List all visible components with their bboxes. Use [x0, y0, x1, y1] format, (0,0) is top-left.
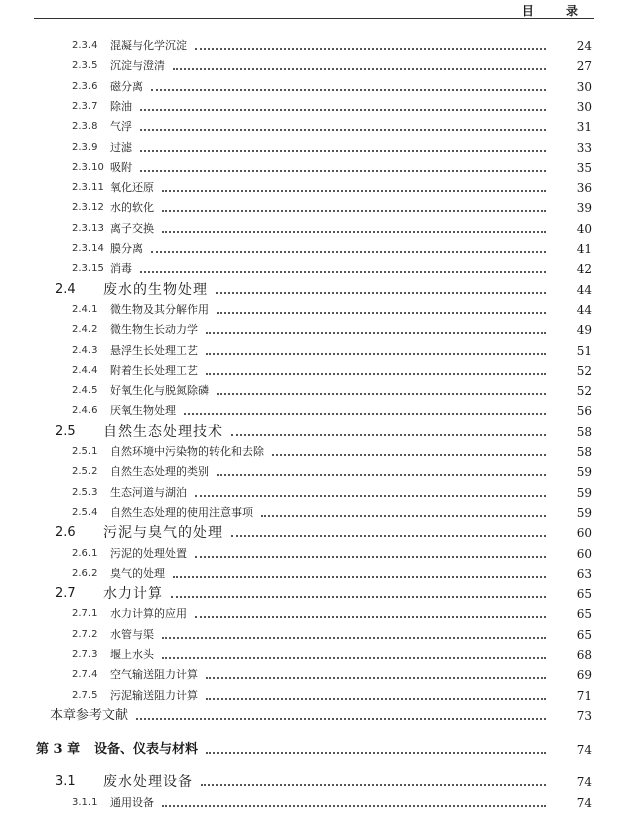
toc-entry[interactable]	[0, 176, 636, 196]
dot-leader	[231, 535, 546, 537]
toc-entry[interactable]	[0, 95, 636, 115]
toc-entry-page: 51	[576, 343, 592, 358]
dot-leader	[206, 752, 546, 754]
dot-leader	[151, 251, 546, 253]
toc-entry-number: 2.3.11	[72, 182, 104, 194]
toc-entry[interactable]	[0, 684, 636, 704]
toc-entry-number: 2.4.5	[72, 385, 98, 397]
toc-entry-number: 2.7.4	[72, 669, 98, 681]
dot-leader	[162, 657, 546, 659]
dot-leader	[162, 190, 546, 192]
dot-leader	[272, 454, 546, 456]
toc-entry-number: 2.6.1	[72, 547, 98, 559]
toc-entry-title: 污泥输送阻力计算	[110, 688, 198, 702]
toc-entry-title: 过滤	[110, 140, 132, 154]
dot-leader	[162, 231, 546, 233]
toc-entry-number: 第 3 章	[36, 742, 81, 758]
toc-entry-page: 65	[576, 627, 592, 642]
toc-entry[interactable]	[0, 643, 636, 663]
toc-entry-number: 2.3.5	[72, 60, 98, 72]
toc-entry[interactable]	[0, 298, 636, 318]
toc-entry-number: 2.5	[55, 423, 76, 439]
toc-entry-number: 2.6.2	[72, 567, 98, 579]
toc-entry-page: 30	[576, 99, 592, 114]
toc-entry-title: 除油	[110, 99, 132, 113]
toc-entry-title: 自然环境中污染物的转化和去除	[110, 445, 264, 458]
toc-entry-title: 消毒	[110, 262, 132, 276]
toc-entry-number: 2.3.15	[72, 263, 104, 275]
toc-entry-title: 膜分离	[110, 242, 143, 255]
toc-entry-title: 微生物及其分解作用	[110, 302, 209, 316]
toc-entry-page: 44	[576, 302, 592, 317]
toc-entry[interactable]	[0, 623, 636, 643]
toc-entry-title: 微生物生长动力学	[110, 323, 198, 337]
toc-entry[interactable]	[0, 115, 636, 135]
toc-entry-page: 33	[576, 140, 592, 155]
toc-entry-number: 2.5.2	[72, 466, 98, 478]
toc-entry-title: 本章参考文献	[50, 707, 129, 723]
toc-entry[interactable]	[0, 582, 636, 602]
toc-entry-title: 水力计算的应用	[110, 607, 187, 621]
toc-entry-page: 58	[576, 445, 592, 459]
toc-entry-page: 68	[576, 648, 592, 662]
toc-entry-number: 2.3.9	[72, 141, 98, 153]
toc-entry-number: 2.4.1	[72, 303, 98, 315]
toc-entry-title: 自然生态处理技术	[103, 423, 223, 440]
dot-leader	[151, 89, 546, 91]
dot-leader	[231, 434, 546, 436]
toc-entry-number: 2.7.1	[72, 608, 98, 620]
toc-entry[interactable]	[0, 34, 636, 54]
toc-entry[interactable]	[0, 217, 636, 237]
dot-leader	[217, 474, 546, 476]
toc-entry-number: 2.4	[55, 281, 76, 297]
toc-entry-title: 水力计算	[103, 586, 163, 603]
dot-leader	[261, 515, 546, 517]
toc-entry-page: 65	[576, 587, 592, 602]
dot-leader	[206, 373, 546, 375]
toc-entry-number: 3.1.1	[72, 796, 98, 808]
dot-leader	[140, 170, 546, 172]
dot-leader	[217, 312, 546, 314]
toc-entry[interactable]	[0, 440, 636, 460]
toc-entry-title: 悬浮生长处理工艺	[110, 343, 198, 357]
dot-leader	[201, 784, 546, 786]
toc-entry-page: 52	[576, 384, 592, 399]
toc-entry-number: 2.3.12	[72, 202, 104, 214]
toc-entry-number: 2.3.10	[72, 161, 104, 173]
dot-leader	[206, 332, 546, 334]
toc-entry-title: 生态河道与湖泊	[110, 485, 187, 499]
toc-entry-title: 空气输送阻力计算	[110, 668, 198, 682]
toc-entry-number: 2.4.4	[72, 364, 98, 376]
toc-entry-title: 混凝与化学沉淀	[110, 39, 187, 52]
toc-entry-number: 2.6	[55, 525, 76, 541]
toc-entry-page: 59	[576, 505, 592, 520]
toc-entry-page: 59	[576, 485, 592, 500]
toc-entry-page: 63	[576, 566, 592, 581]
toc-entry[interactable]	[0, 54, 636, 74]
dot-leader	[173, 576, 546, 578]
toc-entry-page: 71	[576, 688, 592, 703]
toc-entry-page: 60	[576, 526, 592, 541]
toc-entry[interactable]	[0, 278, 636, 298]
toc-entry-page: 74	[576, 795, 592, 810]
toc-entry[interactable]	[0, 237, 636, 257]
toc-entry-page: 74	[576, 743, 592, 758]
toc-entry-page: 42	[576, 262, 592, 277]
header-rule	[34, 18, 594, 19]
toc-entry-page: 24	[576, 39, 592, 53]
toc-entry-page: 31	[576, 120, 592, 135]
toc-entry[interactable]	[0, 399, 636, 419]
toc-entry-title: 水管与渠	[110, 627, 154, 641]
toc-entry[interactable]	[0, 136, 636, 156]
toc-entry-number: 2.5.4	[72, 506, 98, 518]
toc-entry-page: 36	[576, 181, 592, 196]
toc-entry[interactable]	[0, 704, 636, 724]
toc-entry-page: 60	[576, 546, 592, 561]
toc-entry[interactable]	[0, 481, 636, 501]
toc-entry-page: 41	[576, 242, 592, 256]
dot-leader	[195, 495, 546, 497]
toc-entry-number: 2.3.14	[72, 243, 104, 254]
toc-entry-page: 39	[576, 201, 592, 216]
toc-entry-number: 2.7	[55, 586, 76, 602]
dot-leader	[206, 698, 546, 700]
toc-entry[interactable]	[0, 791, 636, 811]
toc-entry[interactable]	[0, 663, 636, 683]
toc-entry-title: 污泥的处理处置	[110, 546, 187, 560]
toc-entry-title: 废水处理设备	[103, 774, 193, 791]
toc-entry-number: 2.4.2	[72, 324, 98, 336]
dot-leader	[162, 210, 546, 212]
toc-entry-page: 30	[576, 79, 592, 94]
toc-entry-title: 臭气的处理	[110, 566, 165, 580]
toc-entry-page: 35	[576, 160, 592, 175]
dot-leader	[216, 292, 546, 294]
toc-entry-number: 2.4.6	[72, 405, 98, 417]
dot-leader	[140, 150, 546, 152]
toc-entry-page: 56	[576, 404, 592, 419]
toc-entry[interactable]	[0, 738, 636, 758]
dot-leader	[195, 556, 546, 558]
toc-entry[interactable]	[0, 602, 636, 622]
dot-leader	[217, 393, 546, 395]
toc-entry[interactable]	[0, 379, 636, 399]
dot-leader	[140, 109, 546, 111]
toc-entry-number: 2.4.3	[72, 344, 98, 356]
toc-entry[interactable]	[0, 156, 636, 176]
toc-entry[interactable]	[0, 339, 636, 359]
toc-entry-number: 2.7.3	[72, 649, 98, 660]
toc-entry-page: 58	[576, 424, 592, 439]
toc-entry-title: 气浮	[110, 120, 132, 134]
toc-entry[interactable]	[0, 562, 636, 582]
toc-entry-number: 2.3.8	[72, 121, 98, 133]
running-head: 目 录	[521, 4, 592, 18]
toc-entry[interactable]	[0, 460, 636, 480]
toc-entry-number: 3.1	[55, 774, 76, 790]
toc-entry-number: 2.7.2	[72, 628, 98, 640]
toc-entry-number: 2.7.5	[72, 689, 98, 701]
toc-entry-page: 52	[576, 363, 592, 378]
toc-entry-number: 2.5.3	[72, 486, 98, 498]
toc-entry-number: 2.3.13	[72, 222, 104, 234]
toc-entry[interactable]	[0, 196, 636, 216]
toc-entry[interactable]	[0, 770, 636, 790]
toc-entry-page: 73	[576, 708, 592, 723]
toc-entry-title: 好氧生化与脱氮除磷	[110, 384, 209, 398]
dot-leader	[184, 413, 546, 415]
toc-entry-page: 49	[576, 323, 592, 338]
dot-leader	[206, 677, 546, 679]
toc-entry[interactable]	[0, 521, 636, 541]
toc-entry[interactable]	[0, 75, 636, 95]
toc-entry-page: 59	[576, 465, 592, 480]
toc-entry[interactable]	[0, 501, 636, 521]
toc-entry-title: 磁分离	[110, 79, 143, 93]
toc-entry-number: 2.3.4	[72, 40, 98, 51]
toc-entry-title: 附着生长处理工艺	[110, 363, 198, 377]
toc-entry-page: 44	[576, 282, 592, 297]
toc-entry-title: 氧化还原	[110, 181, 154, 195]
toc-entry-page: 40	[576, 221, 592, 236]
toc-entry-title: 自然生态处理的类别	[110, 465, 209, 479]
toc-entry-page: 69	[576, 668, 592, 683]
dot-leader	[162, 805, 546, 807]
toc-entry[interactable]	[0, 542, 636, 562]
toc-entry-title: 自然生态处理的使用注意事项	[110, 505, 253, 519]
toc-entry-title: 污泥与臭气的处理	[103, 525, 223, 542]
dot-leader	[162, 637, 546, 639]
toc-entry-number: 2.3.6	[72, 80, 98, 92]
toc-entry-title: 堰上水头	[110, 648, 154, 661]
toc-entry-number: 2.5.1	[72, 446, 98, 457]
toc-entry[interactable]	[0, 420, 636, 440]
toc-entry-title: 离子交换	[110, 221, 154, 235]
dot-leader	[171, 596, 546, 598]
toc-entry-page: 65	[576, 607, 592, 622]
dot-leader	[136, 718, 546, 720]
toc-entry-title: 设备、仪表与材料	[94, 742, 199, 758]
toc-entry-number: 2.3.7	[72, 100, 98, 112]
toc-entry-title: 废水的生物处理	[103, 281, 208, 298]
toc-entry-title: 水的软化	[110, 201, 154, 215]
toc-entry-page: 74	[576, 775, 592, 790]
toc-entry[interactable]	[0, 257, 636, 277]
dot-leader	[206, 353, 546, 355]
toc-entry-page: 27	[576, 59, 592, 74]
toc-entry-title: 厌氧生物处理	[110, 404, 176, 418]
toc-entry-title: 吸附	[110, 160, 132, 174]
dot-leader	[140, 271, 546, 273]
toc-entry[interactable]	[0, 359, 636, 379]
dot-leader	[195, 48, 546, 50]
toc-entry-title: 通用设备	[110, 795, 154, 809]
dot-leader	[173, 68, 546, 70]
dot-leader	[195, 616, 546, 618]
dot-leader	[140, 129, 546, 131]
toc-entry-title: 沉淀与澄清	[110, 59, 165, 73]
toc-entry[interactable]	[0, 318, 636, 338]
